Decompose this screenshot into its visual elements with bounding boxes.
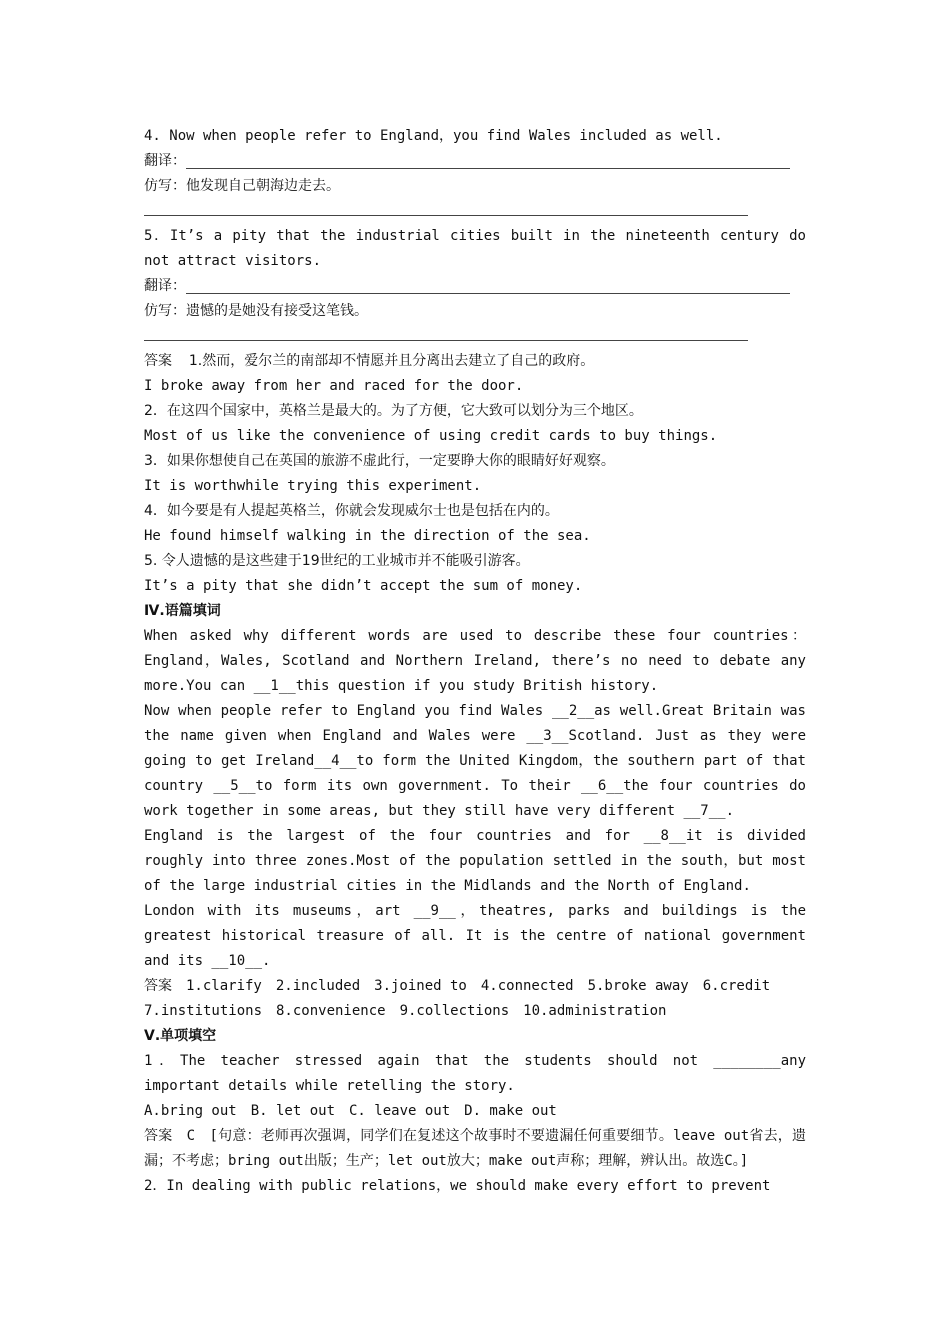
imitate-prompt: 他发现自己朝海边走去。	[186, 178, 340, 194]
answer-line: Most of us like the convenience of using credit cards to buy things.	[144, 428, 718, 444]
mc-question: 2．In dealing with public relations，we should make every effort to prevent	[144, 1178, 771, 1194]
answer-line: 3．如果你想使自己在英国的旅游不虚此行，一定要睁大你的眼睛好好观察。	[144, 453, 615, 469]
answer-line: I broke away from her and raced for the door.	[144, 378, 524, 394]
mc-question: 1．The teacher stressed again that the students should not ________any important details while retelling the story.	[144, 1053, 806, 1094]
section-title: Ⅳ.语篇填词	[144, 603, 221, 619]
translate-blank[interactable]	[186, 279, 790, 294]
answer-line: It is worthwhile trying this experiment.	[144, 478, 482, 494]
answer-line: 2．在这四个国家中，英格兰是最大的。为了方便，它大致可以划分为三个地区。	[144, 403, 643, 419]
answer-line: 4．如今要是有人提起英格兰，你就会发现威尔士也是包括在内的。	[144, 503, 559, 519]
cloze-paragraph: London with its museums，art __9__，theatres, parks and buildings is the greatest historical treasure of all. It is the centre of national government and its __10__.	[144, 903, 806, 969]
item-5-sentence: 5．It’s a pity that the industrial cities built in the nineteenth century do not attract visitors.	[144, 228, 806, 269]
cloze-paragraph: When asked why different words are used to describe these four countries：England，Wales, Scotland and Northern Ireland, there’s no need to debate any more.You can __1__this question if you study British history.	[144, 628, 806, 694]
cloze-paragraph: England is the largest of the four countries and for __8__it is divided roughly into three zones.Most of the population settled in the south，but most of the large industrial cities in the Midlands and the North of England.	[144, 828, 806, 894]
section-title: Ⅴ.单项填空	[144, 1028, 217, 1044]
cloze-answer: 答案 1.clarify 2.included 3.joined to 4.connected 5.broke away 6.credit 7.institutions 8.convenience 9.collections 10.administration	[144, 978, 785, 1019]
imitate-blank[interactable]	[144, 324, 748, 341]
translate-label: 翻译：	[144, 278, 186, 294]
answer-line: It’s a pity that she didn’t accept the sum of money.	[144, 578, 583, 594]
item-4-imitate-row	[144, 174, 806, 199]
translate-label: 翻译：	[144, 153, 186, 169]
answer-line: 5. 令人遗憾的是这些建于19世纪的工业城市并不能吸引游客。	[144, 553, 530, 569]
item-5-imitate-row	[144, 299, 806, 324]
item-5-translate-row	[144, 274, 806, 299]
answer-label: 答案	[144, 353, 172, 369]
mc-answer: 答案 C [句意：老师再次强调，同学们在复述这个故事时不要遗漏任何重要细节。leave out省去，遗漏；不考虑；bring out出版；生产；let out放大；make out声称；理解，辨认出。故选C。]	[144, 1128, 806, 1169]
answer-line: He found himself walking in the direction of the sea.	[144, 528, 591, 544]
answer-line	[144, 349, 806, 374]
translate-blank[interactable]	[186, 154, 790, 169]
imitate-label: 仿写：	[144, 303, 186, 319]
item-4-translate-row	[144, 149, 806, 174]
cloze-paragraph: Now when people refer to England you find Wales __2__as well.Great Britain was the name given when England and Wales were __3__Scotland. Just as they were going to get Ireland__4__to form the United Kingdom，the southern part of that country __5__to form its own government. To their __6__the four countries do work together in some areas, but they still have very different __7__.	[144, 703, 806, 819]
imitate-prompt: 遗憾的是她没有接受这笔钱。	[186, 303, 368, 319]
answer-text: 1.然而，爱尔兰的南部却不情愿并且分离出去建立了自己的政府。	[188, 353, 595, 369]
mc-options: A.bring out B. let out C. leave out D. make out	[144, 1103, 557, 1119]
imitate-blank[interactable]	[144, 199, 748, 216]
imitate-label: 仿写：	[144, 178, 186, 194]
document-page	[144, 124, 806, 1199]
item-4-sentence: 4. Now when people refer to England，you find Wales included as well.	[144, 128, 723, 144]
